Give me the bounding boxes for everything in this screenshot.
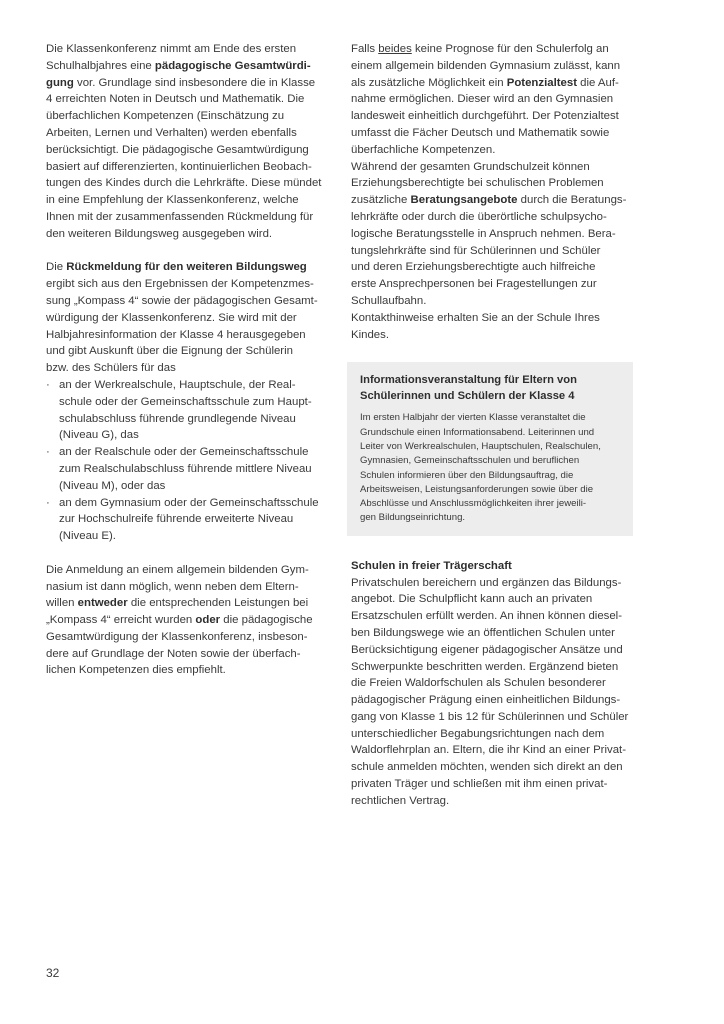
- text-run: Gesamtwürdigung der Klassenkonferenz, insbeson-: [46, 630, 308, 643]
- text-line: [59, 411, 314, 428]
- text-run: die Freien Waldorfschulen als Schulen besonderer: [351, 677, 606, 690]
- text-run: Ersatzschulen erfüllt werden. An ihnen können diesel-: [351, 610, 623, 623]
- text-run: in eine Empfehlung der Klassenkonferenz, welche: [46, 194, 299, 207]
- text-run: Die Anmeldung an einem allgemein bildenden Gym-: [46, 563, 309, 576]
- text-run: zum Realschulabschluss führende mittlere Niveau: [59, 462, 312, 475]
- text-line: [351, 625, 636, 642]
- info-box-title: [360, 372, 620, 404]
- text-run: ergibt sich aus den Ergebnissen der Kompetenzmes-: [46, 278, 314, 291]
- info-box-title-line: Informationsveranstaltung für Eltern von: [360, 374, 577, 387]
- text-line: [59, 427, 314, 444]
- bold-term: Potenzialtest: [506, 76, 578, 89]
- text-line: [351, 192, 636, 209]
- text-run: würdigung der Klassenkonferenz. Sie wird mit der: [46, 311, 297, 324]
- paragraph-anmeldung-gymnasium: [46, 562, 314, 680]
- text-line: [46, 276, 314, 293]
- text-run: zusätzliche: [351, 194, 411, 207]
- text-line: [351, 175, 636, 192]
- info-box-body: [360, 411, 620, 525]
- text-run: an dem Gymnasium oder der Gemeinschaftsschule: [59, 496, 319, 509]
- text-run: Schulhalbjahres eine: [46, 59, 155, 72]
- text-line: [351, 293, 636, 310]
- text-run: schule anmelden möchten, wenden sich direkt an den: [351, 761, 623, 774]
- text-run: Schwerpunkte beschritten werden. Ergänzend bieten: [351, 660, 619, 673]
- text-run: (Niveau M), oder das: [59, 479, 166, 492]
- text-line: [351, 58, 636, 75]
- info-box-informationsveranstaltung: [347, 362, 633, 535]
- info-box-body-line: gen Bildungseinrichtung.: [360, 512, 466, 524]
- text-line: [351, 793, 636, 810]
- text-line: [46, 595, 314, 612]
- text-run: Waldorflehrplan an. Eltern, die ihr Kind an einer Privat-: [351, 744, 626, 757]
- bullet-dot-icon: ·: [46, 496, 50, 509]
- text-line: [351, 608, 636, 625]
- text-line: [46, 612, 314, 629]
- text-run: schule oder der Gemeinschaftsschule zum Haupt-: [59, 395, 312, 408]
- text-line: [46, 259, 314, 276]
- text-run: Halbjahresinformation der Klasse 4 herausgegeben: [46, 328, 306, 341]
- text-run: rechtlichen Vertrag.: [351, 794, 450, 807]
- right-column: [351, 41, 636, 810]
- text-run: Kontakthinweise erhalten Sie an der Schule Ihres: [351, 311, 600, 324]
- text-run: Die: [46, 261, 67, 274]
- text-run: sung „Kompass 4“ sowie der pädagogischen Gesamt-: [46, 294, 318, 307]
- text-line: [351, 692, 636, 709]
- text-run: an der Realschule oder der Gemeinschaftsschule: [59, 446, 309, 459]
- text-run: landesweit einheitlich durchgeführt. Der Potenzialtest: [351, 110, 619, 123]
- text-run: Berücksichtigung eigener pädagogischer Ansätze und: [351, 643, 623, 656]
- text-run: unterschiedlicher Begabungsrichtungen nach dem: [351, 727, 605, 740]
- text-run: privaten Träger und schließen mit ihm einen privat-: [351, 778, 608, 791]
- text-line: [351, 75, 636, 92]
- text-line: [351, 243, 636, 260]
- text-line: [59, 478, 314, 495]
- bullet-item: [46, 444, 314, 494]
- paragraph-gesamtwuerdigung: [46, 41, 322, 243]
- text-line: [46, 192, 314, 209]
- bold-term: entweder: [77, 597, 128, 610]
- text-line: [46, 58, 314, 75]
- info-box-body-line: Arbeitsweisen, Leistungsanforderungen sowie über die: [360, 483, 594, 495]
- text-run: dere auf Grundlage der Noten sowie der überfach-: [46, 647, 301, 660]
- text-line: [46, 310, 314, 327]
- bold-term: gung: [46, 76, 74, 89]
- text-line: [351, 759, 636, 776]
- info-box-body-line: Im ersten Halbjahr der vierten Klasse veranstaltet die: [360, 412, 586, 424]
- left-column: [46, 41, 322, 679]
- paragraph-gap: [46, 243, 314, 260]
- text-line: [46, 360, 314, 377]
- text-run: überfachliche Kompetenzen.: [351, 143, 496, 156]
- text-run: ben Bildungswege wie an öffentlichen Schulen unter: [351, 626, 615, 639]
- text-run: (Niveau G), das: [59, 429, 139, 442]
- bold-term: Schulen in freier Trägerschaft: [351, 559, 512, 572]
- text-line: [351, 675, 636, 692]
- text-run: Während der gesamten Grundschulzeit können: [351, 160, 590, 173]
- text-run: vor. Grundlage sind insbesondere die in Klasse: [73, 76, 316, 89]
- text-run: nasium ist dann möglich, wenn neben dem Eltern-: [46, 580, 299, 593]
- text-run: 4 erreichten Noten in Deutsch und Mathematik. Die: [46, 93, 305, 106]
- text-line: [351, 659, 636, 676]
- text-line: [351, 41, 636, 58]
- text-run: Ihnen mit der zusammenfassenden Rückmeldung für: [46, 210, 314, 223]
- info-box-body-line: Abschlüsse und Anschlussmöglichkeiten ihrer jeweili-: [360, 498, 587, 510]
- text-run: zur Hochschulreife führende erweiterte Niveau: [59, 513, 294, 526]
- text-line: [46, 91, 314, 108]
- text-line: [59, 394, 314, 411]
- text-run: Falls: [351, 43, 379, 55]
- text-line: [59, 444, 314, 461]
- text-line: [351, 591, 636, 608]
- paragraph-freie-traegerschaft: [351, 558, 636, 810]
- text-line: [351, 226, 636, 243]
- text-run: Erziehungsberechtigte bei schulischen Problemen: [351, 177, 604, 190]
- text-line: [46, 562, 314, 579]
- paragraph-potenzialtest-beratung: [351, 41, 636, 343]
- text-line: [351, 125, 636, 142]
- text-line: [351, 776, 636, 793]
- text-run: basiert auf differenzierten, kontinuierlichen Beobach-: [46, 160, 312, 173]
- text-run: lehrkräfte oder durch die überörtliche schulpsycho-: [351, 210, 607, 223]
- text-run: einem allgemein bildenden Gymnasium zulässt, kann: [351, 59, 621, 72]
- text-line: [351, 259, 636, 276]
- text-line: [59, 495, 319, 512]
- text-line: [351, 327, 636, 344]
- text-run: „Kompass 4“ erreicht wurden: [46, 614, 196, 627]
- bullet-dot-icon: ·: [46, 378, 50, 391]
- text-run: Die Klassenkonferenz nimmt am Ende des ersten: [46, 43, 297, 55]
- text-line: [46, 209, 314, 226]
- text-run: nahme ermöglichen. Dieser wird an den Gymnasien: [351, 93, 614, 106]
- text-run: pädagogischer Prägung einen einheitlichen Bildungs-: [351, 694, 621, 707]
- text-run: tungen des Kindes durch die Lehrkräfte. Diese mündet: [46, 177, 322, 190]
- bold-term: Rückmeldung für den weiteren Bildungsweg: [66, 261, 307, 274]
- text-line: [46, 125, 314, 142]
- text-line: [59, 528, 314, 545]
- text-run: berücksichtigt. Die pädagogische Gesamtwürdigung: [46, 143, 309, 156]
- text-line: [351, 142, 636, 159]
- info-box-body-line: Gymnasien, Gemeinschaftsschulen und beruflichen: [360, 455, 580, 467]
- text-run: lichen Kompetenzen dies empfiehlt.: [46, 664, 226, 677]
- text-line: [46, 293, 318, 310]
- text-run: die entsprechenden Leistungen bei: [127, 597, 309, 610]
- text-line: [46, 327, 314, 344]
- text-run: an der Werkrealschule, Hauptschule, der Real-: [59, 378, 296, 391]
- text-line: [351, 108, 636, 125]
- bullet-item: [46, 377, 314, 444]
- text-line: [351, 310, 636, 327]
- text-line: [46, 41, 314, 58]
- text-run: willen: [46, 597, 78, 610]
- bullet-dot-icon: ·: [46, 446, 50, 459]
- text-run: Arbeiten, Lernen und Verhalten) werden ebenfalls: [46, 126, 297, 139]
- paragraph-gap: [351, 343, 636, 362]
- text-run: logische Beratungsstelle in Anspruch nehmen. Bera-: [351, 227, 616, 240]
- info-box-title-line: Schülerinnen und Schülern der Klasse 4: [360, 390, 575, 403]
- info-box-body-line: Leiter von Werkrealschulen, Hauptschulen, Realschulen,: [360, 440, 601, 452]
- text-run: (Niveau E).: [59, 530, 116, 543]
- text-run: gang von Klasse 1 bis 12 für Schülerinnen und Schüler: [351, 710, 629, 723]
- text-run: den weiteren Bildungsweg ausgegeben wird.: [46, 227, 273, 240]
- text-line: [351, 575, 636, 592]
- bullet-item: [46, 495, 319, 545]
- text-line: [59, 511, 314, 528]
- text-run: bzw. des Schülers für das: [46, 362, 176, 375]
- text-run: tungslehrkräfte sind für Schülerinnen und Schüler: [351, 244, 601, 257]
- bold-term: Beratungsangebote: [410, 194, 518, 207]
- text-line: [46, 175, 322, 192]
- text-run: als zusätzliche Möglichkeit ein: [351, 76, 507, 89]
- text-line: [59, 461, 314, 478]
- text-line: [351, 642, 636, 659]
- text-run: schulabschluss führende grundlegende Niveau: [59, 412, 296, 425]
- underlined-term: beides: [378, 43, 412, 55]
- text-run: Kindes.: [351, 328, 389, 341]
- text-line: [351, 726, 636, 743]
- text-line: [351, 709, 636, 726]
- info-box-body-line: Schulen informieren über den Bildungsauftrag, die: [360, 469, 574, 481]
- text-line: [46, 142, 314, 159]
- text-run: überfachlichen Kompetenzen (Einschätzung zu: [46, 110, 285, 123]
- text-run: die Auf-: [577, 76, 619, 89]
- text-line: [46, 662, 314, 679]
- text-run: Privatschulen bereichern und ergänzen das Bildungs-: [351, 576, 622, 589]
- text-line: [46, 343, 314, 360]
- text-run: durch die Beratungs-: [517, 194, 627, 207]
- text-line: [46, 159, 314, 176]
- text-run: und deren Erziehungsberechtigte auch hilfreiche: [351, 261, 596, 274]
- text-line: [46, 75, 314, 92]
- text-line: [351, 276, 636, 293]
- niveau-bullet-list: [46, 377, 319, 545]
- paragraph-gap: [46, 545, 314, 562]
- text-line: [46, 629, 314, 646]
- text-line: [351, 91, 636, 108]
- text-run: keine Prognose für den Schulerfolg an: [411, 43, 609, 55]
- bold-term: oder: [195, 614, 221, 627]
- bold-term: pädagogische Gesamtwürdi-: [154, 59, 311, 72]
- text-line: [46, 226, 314, 243]
- text-run: und gibt Auskunft über die Eignung der Schülerin: [46, 345, 293, 358]
- text-line: [46, 646, 314, 663]
- page-number: 32: [46, 966, 60, 980]
- paragraph-rueckmeldung: [46, 259, 318, 377]
- text-line: [59, 377, 314, 394]
- text-run: Schullaufbahn.: [351, 294, 427, 307]
- text-line: [351, 558, 636, 575]
- text-line: [351, 209, 636, 226]
- paragraph-gap: [351, 536, 636, 558]
- text-line: [46, 579, 314, 596]
- text-run: umfasst die Fächer Deutsch und Mathematik sowie: [351, 126, 610, 139]
- text-run: angebot. Die Schulpflicht kann auch an privaten: [351, 593, 593, 606]
- text-line: [351, 742, 636, 759]
- text-line: [46, 108, 314, 125]
- text-line: [351, 159, 636, 176]
- text-run: die pädagogische: [220, 614, 313, 627]
- text-run: erste Ansprechpersonen bei Fragestellungen zur: [351, 278, 597, 291]
- info-box-body-line: Grundschule einen Informationsabend. Leiterinnen und: [360, 426, 595, 438]
